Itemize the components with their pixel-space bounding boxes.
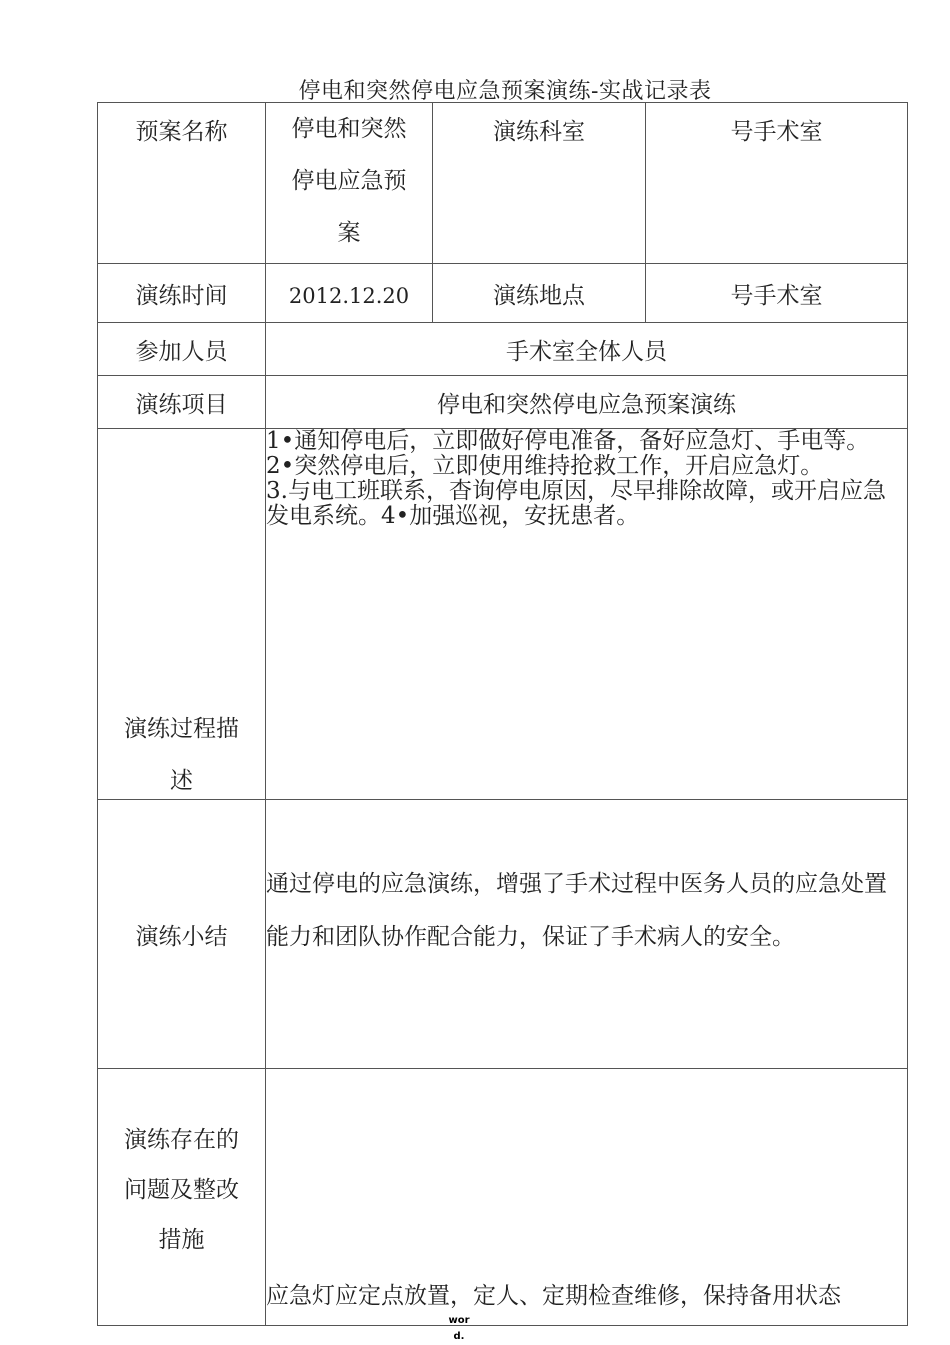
issues-value-cell — [266, 1069, 908, 1326]
dept-value: 号手术室 — [730, 119, 823, 145]
dept-label: 演练科室 — [493, 119, 585, 145]
drill-record-table — [97, 102, 908, 1326]
summary-value: 通过停电的应急演练，增强了手术过程中医务人员的应急处置能力和团队协作配合能力，保证了手术病人的安全。 — [266, 871, 887, 950]
process-step-2: 2•突然停电后，立即使用维持抢救工作，开启应急灯。 — [266, 453, 824, 479]
footer-mark — [444, 1313, 474, 1345]
row-time — [98, 264, 908, 323]
project-label: 演练项目 — [135, 391, 228, 418]
plan-name-line-3: 案 — [337, 220, 361, 246]
location-value-cell — [646, 264, 908, 323]
process-label-cell — [98, 429, 266, 800]
process-label-line-1: 演练过程描 — [124, 716, 239, 742]
issues-label-line-2: 问题及整改 — [124, 1177, 239, 1203]
issues-label-cell — [98, 1069, 266, 1326]
process-step-3: 3.与电工班联系，杳询停电原因，尽早排除故障，或开启应急发电系统。4•加强巡视，安抚患者。 — [266, 478, 886, 529]
plan-name-value-cell — [266, 103, 433, 264]
row-issues — [98, 1069, 908, 1326]
row-summary — [98, 800, 908, 1069]
footer-line-2: d. — [453, 1331, 465, 1342]
location-value: 号手术室 — [730, 282, 823, 309]
plan-name-label-cell — [98, 103, 266, 264]
process-label-line-2: 述 — [170, 768, 193, 794]
time-value-cell — [266, 264, 433, 323]
summary-label: 演练小结 — [135, 923, 228, 950]
row-plan-name — [98, 103, 908, 264]
plan-name-line-2: 停电应急预 — [291, 168, 407, 194]
summary-label-cell — [98, 800, 266, 1069]
row-project — [98, 376, 908, 429]
row-process — [98, 429, 908, 800]
participants-label: 参加人员 — [135, 338, 228, 365]
project-value: 停电和突然停电应急预案演练 — [437, 391, 736, 418]
location-label-cell — [433, 264, 646, 323]
dept-label-cell — [433, 103, 646, 264]
time-value: 2012.12.20 — [288, 284, 410, 308]
document-title: 停电和突然停电应急预案演练-实战记录表 — [298, 79, 712, 104]
project-label-cell — [98, 376, 266, 429]
process-steps-cell — [266, 429, 908, 800]
dept-value-cell — [646, 103, 908, 264]
row-participants — [98, 323, 908, 376]
participants-value: 手术室全体人员 — [506, 338, 667, 365]
time-label: 演练时间 — [135, 282, 228, 309]
plan-name-line-1: 停电和突然 — [291, 116, 407, 142]
participants-value-cell — [266, 323, 908, 376]
time-label-cell — [98, 264, 266, 323]
summary-value-cell — [266, 800, 908, 1069]
participants-label-cell — [98, 323, 266, 376]
project-value-cell — [266, 376, 908, 429]
footer-line-1: wor — [448, 1315, 470, 1326]
process-step-1: 1•通知停电后，立即做好停电准备，备好应急灯、手电等。 — [266, 428, 870, 454]
plan-name-label: 预案名称 — [135, 119, 228, 145]
issues-value: 应急灯应定点放置，定人、定期检查维修，保持备用状态 — [266, 1283, 841, 1309]
issues-label-line-3: 措施 — [158, 1227, 205, 1253]
location-label: 演练地点 — [493, 282, 585, 309]
issues-label-line-1: 演练存在的 — [124, 1127, 239, 1153]
